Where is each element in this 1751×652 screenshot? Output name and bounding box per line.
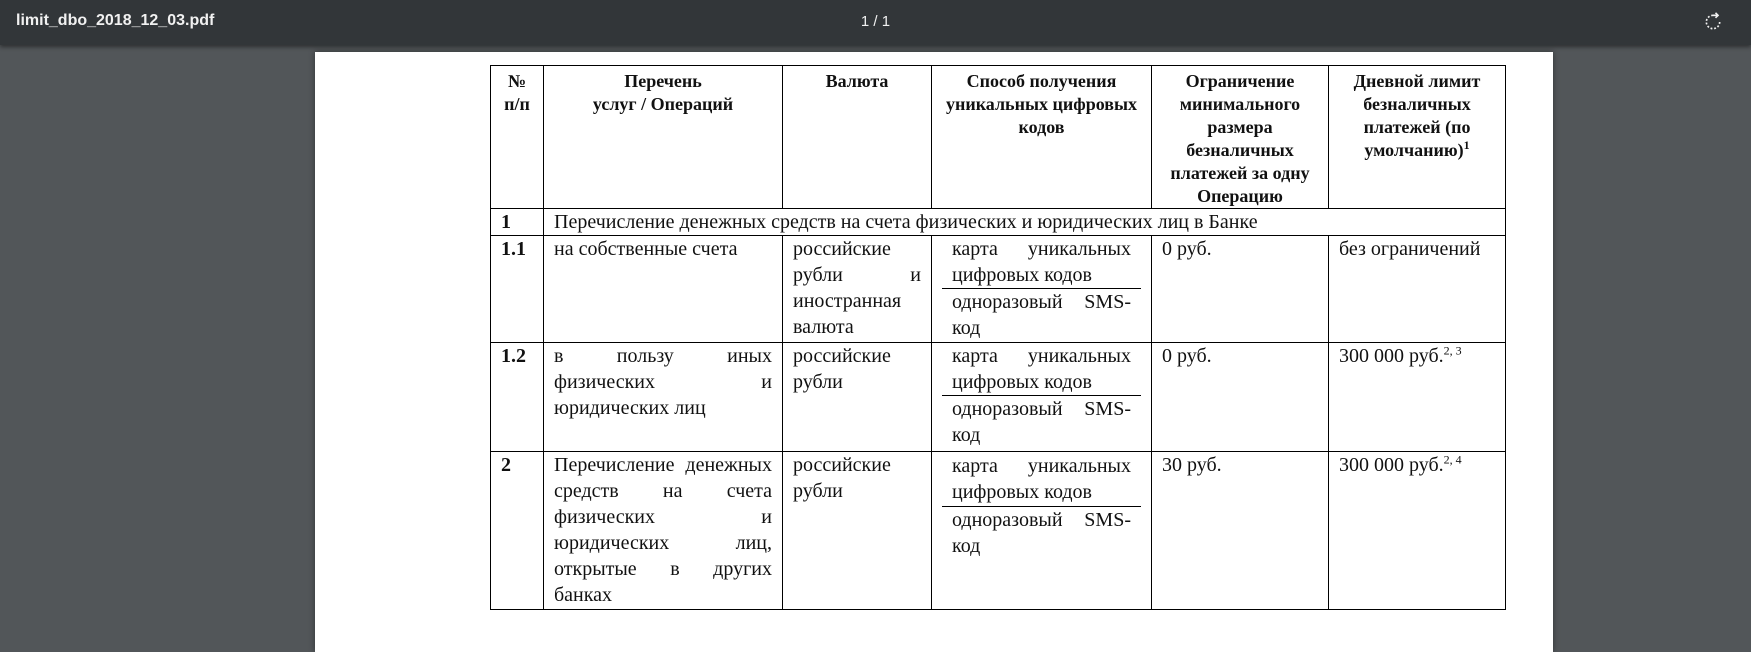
table-row xyxy=(491,452,1506,610)
row-service: в пользу иных физических и юридических лиц xyxy=(544,343,783,452)
row-method xyxy=(932,236,1152,343)
rotate-icon xyxy=(1703,12,1723,32)
pdf-toolbar xyxy=(0,0,1751,45)
method-sms: одноразовый SMS-код xyxy=(952,509,1131,557)
method-card: карта уникальных цифровых кодов xyxy=(952,345,1131,393)
file-name: limit_dbo_2018_12_03.pdf xyxy=(16,12,215,29)
method-card: карта уникальных цифровых кодов xyxy=(952,455,1131,503)
section-row xyxy=(491,209,1506,236)
table-row xyxy=(491,343,1506,452)
section-title: Перечисление денежных средств на счета физических и юридических лиц в Банке xyxy=(544,209,1506,236)
table-row xyxy=(491,236,1506,343)
table-header-row xyxy=(491,66,1506,209)
row-currency: российские рубли и иностранная валюта xyxy=(783,236,932,343)
row-daily: без ограничений xyxy=(1329,236,1506,343)
section-num: 1 xyxy=(491,209,544,236)
method-sms: одноразовый SMS-код xyxy=(952,398,1131,446)
row-currency: российские рубли xyxy=(783,343,932,452)
row-min: 0 руб. xyxy=(1152,236,1329,343)
header-num: № п/п xyxy=(491,66,544,209)
row-service: на собственные счета xyxy=(544,236,783,343)
row-daily: 300 000 руб.$^{2, 4}$ xyxy=(1329,452,1506,610)
method-card: карта уникальных цифровых кодов xyxy=(952,238,1131,286)
limits-table xyxy=(490,65,1506,610)
method-sms: одноразовый SMS-код xyxy=(952,291,1131,339)
header-min-limit: Ограничение минимального размера безналичных платежей за одну Операцию xyxy=(1152,66,1329,209)
header-method: Способ получения уникальных цифровых кодов xyxy=(932,66,1152,209)
header-services: Перечень услуг / Операций xyxy=(544,66,783,209)
row-num: 1.1 xyxy=(491,236,544,343)
pdf-page xyxy=(315,52,1553,652)
row-num: 1.2 xyxy=(491,343,544,452)
header-daily-limit: Дневной лимит безналичных платежей (по умолчанию)$^1$ xyxy=(1329,66,1506,209)
rotate-button[interactable] xyxy=(1701,10,1725,34)
header-currency: Валюта xyxy=(783,66,932,209)
row-service: Перечисление денежных средств на счета физических и юридических лиц, открытые в других банках xyxy=(544,452,783,610)
row-daily: 300 000 руб.$^{2, 3}$ xyxy=(1329,343,1506,452)
row-min: 0 руб. xyxy=(1152,343,1329,452)
row-method xyxy=(932,452,1152,610)
row-min: 30 руб. xyxy=(1152,452,1329,610)
row-num: 2 xyxy=(491,452,544,610)
row-method xyxy=(932,343,1152,452)
row-currency: российские рубли xyxy=(783,452,932,610)
page-indicator: 1 / 1 xyxy=(860,13,891,30)
